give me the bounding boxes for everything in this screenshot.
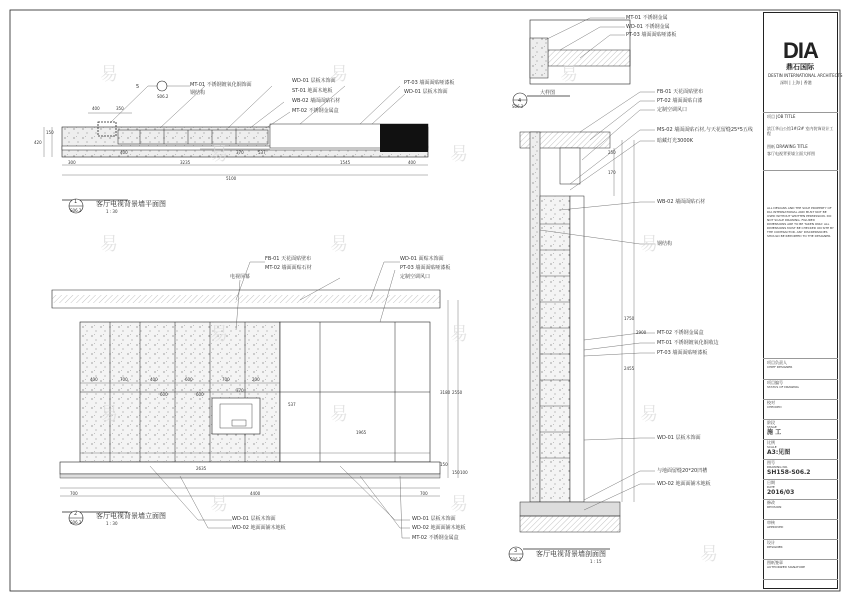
firm-name-en: DESTIN INTERNATIONAL ARCHITECTS bbox=[768, 73, 843, 78]
field-label: 修改 bbox=[767, 500, 775, 505]
elev-dim: 200 bbox=[252, 377, 260, 382]
elev-btag-2: WD-01 层板木饰面 bbox=[412, 516, 456, 522]
sec-top-tag-1: WD-01 不锈钢金属 bbox=[626, 24, 670, 30]
elev-dim: 600 bbox=[160, 392, 168, 397]
sec-tag-3: MS-02 墙面面贴石材,与天花留缝25*5五线 bbox=[657, 127, 753, 133]
elev-dim: 3180 bbox=[440, 390, 451, 395]
firm-cities: 深圳 | 上海 | 香港 bbox=[780, 80, 812, 85]
elev-dim: 600 bbox=[185, 377, 193, 382]
elev-dim: 2635 bbox=[196, 466, 207, 471]
plan-bubble-num: 1 bbox=[74, 199, 78, 205]
sec-tag-5: WB-02 墙面面贴石材 bbox=[657, 199, 706, 205]
svg-text:易: 易 bbox=[100, 404, 118, 425]
elev-dim: 700 bbox=[70, 491, 78, 496]
sec-tag-4: 暗藏灯光3000K bbox=[657, 138, 694, 144]
elev-btag-4: MT-02 不锈钢金属盒 bbox=[412, 535, 459, 541]
sec-tag-7: MT-02 不锈钢金属盒 bbox=[657, 330, 704, 336]
project-label: 项目 JOB TITLE bbox=[767, 114, 796, 119]
plan-bubble-sheet: S06.2 bbox=[70, 208, 82, 213]
field-label: 阶段 bbox=[767, 420, 775, 425]
title-block-field bbox=[767, 560, 835, 569]
drawing-label: 图纸 DRAWING TITLE bbox=[767, 144, 808, 149]
sec-detail-bubble-num: 4 bbox=[518, 98, 522, 104]
svg-text:易: 易 bbox=[330, 234, 348, 255]
elevation-view bbox=[52, 262, 458, 538]
field-sublabel: DRAWING NO. bbox=[767, 465, 788, 469]
elev-tag-2: 电视屏幕 bbox=[230, 274, 251, 280]
svg-text:易: 易 bbox=[330, 64, 348, 85]
plan-dim: 3235 bbox=[180, 160, 191, 165]
field-sublabel: DESIGNER bbox=[767, 545, 783, 549]
field-value: SH158-S06.2 bbox=[767, 469, 811, 476]
drawing-name: 客厅电视背景墙立面大样图 bbox=[767, 151, 815, 156]
sec-dim: 250 bbox=[608, 150, 616, 155]
sec-tag-12: WD-02 地面面铺木地板 bbox=[657, 481, 711, 487]
plan-tag-0: MT-01 不锈钢镀氧化铜饰面 bbox=[190, 82, 252, 88]
field-value: A3:见图 bbox=[767, 449, 791, 456]
svg-text:易: 易 bbox=[330, 404, 348, 425]
svg-text:易: 易 bbox=[210, 324, 228, 345]
svg-text:易: 易 bbox=[100, 234, 118, 255]
elev-dim: 100 bbox=[460, 470, 468, 475]
field-sublabel: REVISION bbox=[767, 505, 782, 509]
plan-tag-5: MT-02 不锈钢金属盒 bbox=[292, 108, 339, 114]
elev-dim: 150 bbox=[440, 462, 448, 467]
sec-top-tag-0: MT-01 不锈钢金属 bbox=[626, 15, 668, 21]
elev-dim: 400 bbox=[150, 377, 158, 382]
sec-tag-1: PT-02 墙面面贴白漆 bbox=[657, 98, 703, 104]
plan-tag-4: WB-02 墙面面贴石材 bbox=[292, 98, 341, 104]
sec-tag-6: 钢结构 bbox=[657, 241, 673, 247]
field-sublabel: CHIEF DESIGNER bbox=[767, 365, 793, 369]
field-label: 比例 bbox=[767, 440, 775, 445]
plan-tag-2: WD-01 层板木饰面 bbox=[292, 78, 336, 84]
elev-dim: 700 bbox=[420, 491, 428, 496]
plan-dim: 400 bbox=[408, 160, 416, 165]
field-label: 校对 bbox=[767, 400, 775, 405]
field-sublabel: AUTHORIZED SIGNATURE bbox=[767, 565, 806, 569]
field-value: 施 工 bbox=[767, 429, 782, 436]
elev-dim: 700 bbox=[120, 377, 128, 382]
title-block-field bbox=[767, 500, 835, 509]
title-block-field bbox=[767, 520, 835, 529]
plan-dim: 300 bbox=[68, 160, 76, 165]
sec-tag-2: 定制空调风口 bbox=[657, 107, 688, 113]
field-label: 设计 bbox=[767, 540, 775, 545]
plan-dim: 400 bbox=[120, 150, 128, 155]
elev-bubble-sheet: S06.2 bbox=[70, 520, 82, 525]
elev-dim: 2550 bbox=[452, 390, 463, 395]
field-divider bbox=[763, 579, 838, 580]
plan-tag-7: WD-01 层板木饰面 bbox=[404, 89, 448, 95]
svg-text:易: 易 bbox=[450, 494, 468, 515]
field-label: 日期 bbox=[767, 480, 775, 485]
title-block-field bbox=[767, 440, 835, 456]
plan-tag-1: 钢结构 bbox=[190, 90, 206, 96]
svg-text:易: 易 bbox=[210, 144, 228, 165]
plan-dim: 537 bbox=[258, 150, 266, 155]
elev-btag-1: WD-02 地面面铺木地板 bbox=[232, 525, 286, 531]
plan-tag-6: PT-03 墙面面贴哑漆板 bbox=[404, 80, 455, 86]
svg-text:易: 易 bbox=[210, 494, 228, 515]
title-block-field bbox=[767, 360, 835, 369]
elev-dim: 700 bbox=[222, 377, 230, 382]
sec-scale: 1 : 15 bbox=[590, 559, 602, 564]
svg-text:易: 易 bbox=[100, 64, 118, 85]
plan-dim: 5100 bbox=[226, 176, 237, 181]
field-sublabel: STAGE bbox=[767, 425, 777, 429]
elev-btag-3: WD-02 地面面铺木地板 bbox=[412, 525, 466, 531]
sec-dim: 170 bbox=[608, 170, 616, 175]
field-value: 2016/03 bbox=[767, 489, 795, 496]
section-view bbox=[509, 18, 655, 561]
elev-dim: 1965 bbox=[356, 430, 367, 435]
sec-tag-9: PT-03 墙面面贴哑漆板 bbox=[657, 350, 708, 356]
elev-dim: 537 bbox=[288, 402, 296, 407]
plan-tag-3: ST-01 地面木地板 bbox=[292, 88, 333, 94]
elev-dim: 400 bbox=[90, 377, 98, 382]
plan-dim: 420 bbox=[34, 140, 42, 145]
firm-logo-cn: 鼎石国际 bbox=[786, 63, 814, 71]
elev-btag-0: WD-01 层板木饰面 bbox=[232, 516, 276, 522]
elev-scale: 1 : 30 bbox=[106, 521, 118, 526]
sec-dim: 1750 bbox=[624, 316, 635, 321]
plan-scale: 1 : 30 bbox=[106, 209, 118, 214]
sec-bubble-sheet: S06.2 bbox=[510, 557, 522, 562]
plan-dim: 150 bbox=[46, 130, 54, 135]
copyright-notes: ALL DESIGNS AND THE SOLE PROPERTY OF DIA INTERNATIONAL AND MUST NOT BE USED WITHOUT WRITTEN PERMISSION. DO NOT SCALE DRAWING. FIGURED DIMENSIONS ARE TO BE TAKEN ONLY. ALL DIMENSIONS MUST BE CHECKED ON SITE BY THE CONTRACTOR. ANY DISCREPANCIES SHOULD BE REPORTED TO THE DESIGNER. bbox=[767, 206, 834, 238]
svg-text:易: 易 bbox=[450, 144, 468, 165]
svg-text:易: 易 bbox=[450, 324, 468, 345]
sec-dim: 2900 bbox=[636, 330, 647, 335]
field-sublabel: SCALE bbox=[767, 445, 777, 449]
sec-dim: 2455 bbox=[624, 366, 635, 371]
elev-tag-4: PT-03 墙面面贴哑漆板 bbox=[400, 265, 451, 271]
title-block-field bbox=[767, 420, 835, 436]
plan-dim: 400 bbox=[92, 106, 100, 111]
plan-view bbox=[44, 81, 428, 213]
firm-logo: DIA bbox=[783, 38, 818, 63]
field-sublabel: APPROVED bbox=[767, 525, 784, 529]
field-label: 项目编号 bbox=[767, 380, 783, 385]
elev-title: 客厅电视背景墙立面图 bbox=[96, 512, 166, 520]
sec-top-tag-2: PT-03 墙面面贴哑漆板 bbox=[626, 32, 677, 38]
title-block-field bbox=[767, 460, 835, 476]
sec-tag-11: 与地面留缝20*20凹槽 bbox=[657, 468, 708, 474]
plan-dim: 1545 bbox=[340, 160, 351, 165]
title-block-field bbox=[767, 400, 835, 409]
field-label: 图号 bbox=[767, 460, 775, 465]
svg-text:易: 易 bbox=[640, 404, 658, 425]
sec-tag-0: FB-01 天花面贴壁布 bbox=[657, 89, 704, 95]
title-block-field bbox=[767, 540, 835, 549]
sec-tag-8: MT-01 不锈钢镀氧化铜收边 bbox=[657, 340, 719, 346]
svg-text:易: 易 bbox=[640, 234, 658, 255]
field-label: 图纸签章 bbox=[767, 560, 783, 565]
elev-tag-3: WD-01 面贴木饰面 bbox=[400, 256, 444, 262]
plan-ref-bubble-sheet: S06.2 bbox=[157, 94, 169, 99]
field-label: 审核 bbox=[767, 520, 775, 525]
sec-bubble-num: 3 bbox=[514, 548, 518, 554]
elev-tag-5: 定制空调风口 bbox=[400, 274, 431, 280]
title-block-field bbox=[767, 480, 835, 496]
sec-detail-title: 大样图 bbox=[540, 90, 556, 96]
elev-dim: 600 bbox=[196, 392, 204, 397]
project-name: 滨江华山公馆1#/2# 室内装饰设计工程 bbox=[767, 126, 834, 136]
elev-dim: 370 bbox=[236, 388, 244, 393]
elev-dim: 4400 bbox=[250, 491, 261, 496]
svg-text:易: 易 bbox=[700, 544, 718, 565]
field-sublabel: CHECKED bbox=[767, 405, 782, 409]
plan-dim: 350 bbox=[116, 106, 124, 111]
sec-tag-10: WD-01 层板木饰面 bbox=[657, 435, 701, 441]
field-sublabel: STATUS OF DRAWING bbox=[767, 385, 799, 389]
elev-bubble-num: 2 bbox=[74, 511, 78, 517]
field-label: 项目负责人 bbox=[767, 360, 787, 365]
title-block-field bbox=[767, 380, 835, 389]
plan-dim: 370 bbox=[236, 150, 244, 155]
sec-title: 客厅电视背景墙剖面图 bbox=[536, 550, 606, 558]
elev-tag-0: FB-01 天花面贴壁布 bbox=[265, 256, 312, 262]
elev-dim: 150 bbox=[452, 470, 460, 475]
plan-ref-bubble-num: 5 bbox=[136, 84, 140, 90]
plan-title: 客厅电视背景墙平面图 bbox=[96, 200, 166, 208]
sec-detail-bubble-sheet: S06.2 bbox=[512, 104, 524, 109]
field-sublabel: DATE bbox=[767, 485, 775, 489]
elev-tag-1: MT-02 墙面面贴石材 bbox=[265, 265, 312, 271]
svg-text:易: 易 bbox=[560, 64, 578, 85]
